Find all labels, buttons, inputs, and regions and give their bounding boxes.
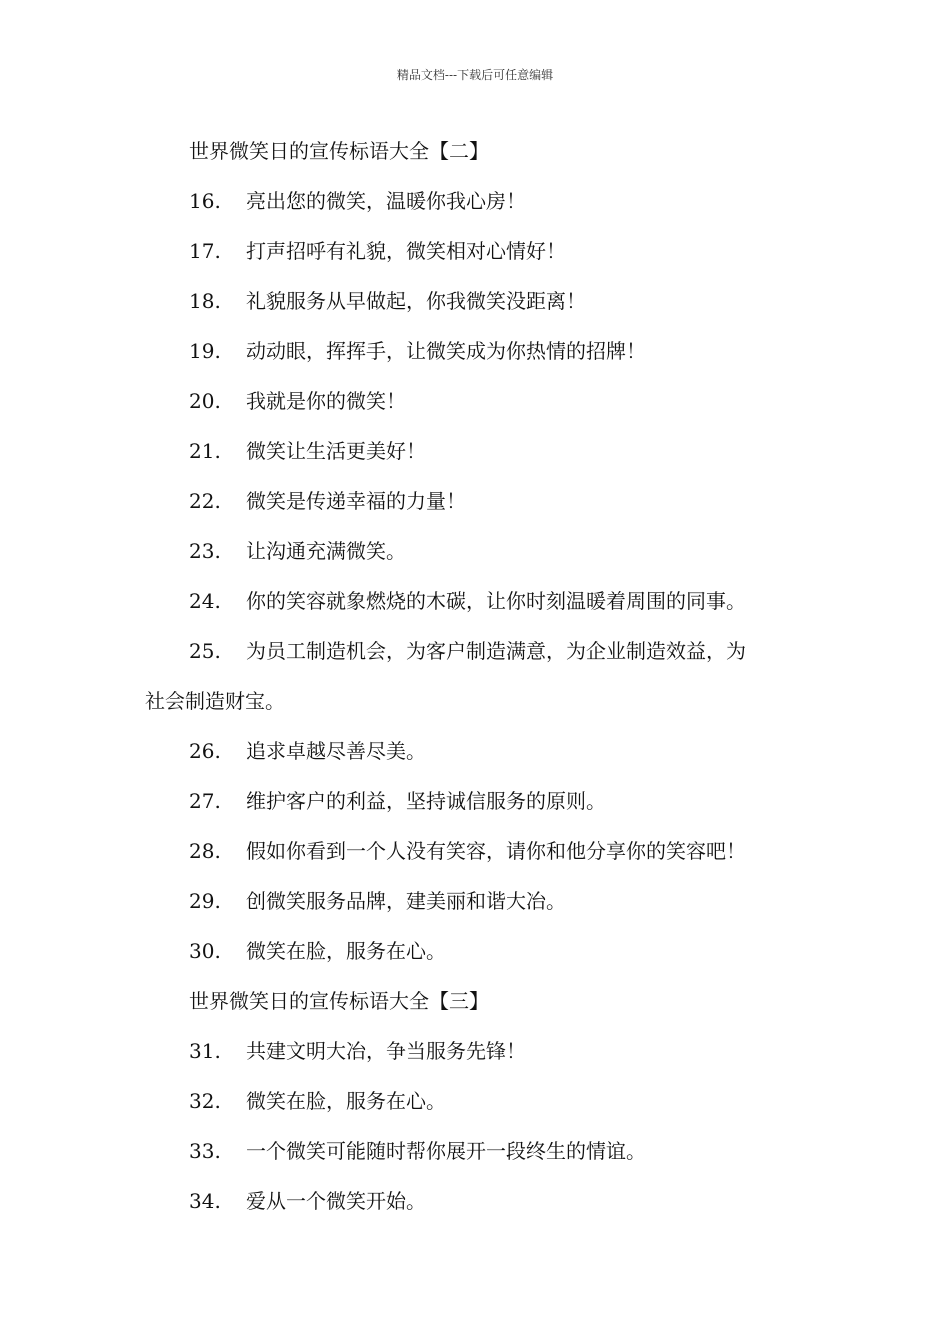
list-item	[145, 333, 815, 383]
item-text: 我就是你的微笑！	[246, 389, 406, 413]
item-number: 33.	[189, 1139, 221, 1163]
list-item	[145, 1033, 815, 1083]
item-number: 30.	[189, 939, 221, 963]
item-text: 追求卓越尽善尽美。	[246, 739, 426, 763]
list-item	[145, 633, 815, 683]
item-text: 你的笑容就象燃烧的木碳，让你时刻温暖着周围的同事。	[246, 589, 746, 613]
item-text: 为员工制造机会，为客户制造满意，为企业制造效益，为	[246, 639, 746, 663]
list-item	[145, 883, 815, 933]
list-item	[145, 233, 815, 283]
item-number: 24.	[189, 589, 221, 613]
section-heading-3: 世界微笑日的宣传标语大全【三】	[189, 989, 489, 1013]
list-item	[145, 1083, 815, 1133]
list-item	[145, 383, 815, 433]
list-item	[145, 933, 815, 983]
item-number: 19.	[189, 339, 221, 363]
item-number: 18.	[189, 289, 221, 313]
item-text: 打声招呼有礼貌，微笑相对心情好！	[246, 239, 566, 263]
list-item	[145, 483, 815, 533]
list-item	[145, 433, 815, 483]
section-heading-2: 世界微笑日的宣传标语大全【二】	[189, 139, 489, 163]
item-text: 微笑在脸，服务在心。	[246, 939, 446, 963]
item-text: 维护客户的利益，坚持诚信服务的原则。	[246, 789, 606, 813]
list-item	[145, 583, 815, 633]
item-number: 16.	[189, 189, 221, 213]
item-number: 17.	[189, 239, 221, 263]
item-text: 一个微笑可能随时帮你展开一段终生的情谊。	[246, 1139, 646, 1163]
item-text: 让沟通充满微笑。	[246, 539, 406, 563]
list-item	[145, 533, 815, 583]
item-number: 28.	[189, 839, 221, 863]
item-number: 32.	[189, 1089, 221, 1113]
page-header: 精品文档---下载后可任意编辑	[396, 68, 554, 82]
item-number: 25.	[189, 639, 221, 663]
item-text: 动动眼，挥挥手，让微笑成为你热情的招牌！	[246, 339, 646, 363]
item-number: 22.	[189, 489, 221, 513]
item-number: 29.	[189, 889, 221, 913]
document-body	[145, 133, 815, 1233]
list-item	[145, 1183, 815, 1233]
item-text: 礼貌服务从早做起，你我微笑没距离！	[246, 289, 586, 313]
list-item	[145, 183, 815, 233]
list-item	[145, 283, 815, 333]
item-number: 21.	[189, 439, 221, 463]
list-item	[145, 1133, 815, 1183]
item-text: 微笑让生活更美好！	[246, 439, 426, 463]
item-number: 26.	[189, 739, 221, 763]
item-number: 27.	[189, 789, 221, 813]
item-number: 20.	[189, 389, 221, 413]
list-item	[145, 783, 815, 833]
list-item-continuation: 社会制造财宝。	[145, 689, 285, 713]
item-text: 爱从一个微笑开始。	[246, 1189, 426, 1213]
item-number: 31.	[189, 1039, 221, 1063]
item-number: 23.	[189, 539, 221, 563]
list-item	[145, 733, 815, 783]
item-text: 假如你看到一个人没有笑容，请你和他分享你的笑容吧！	[246, 839, 746, 863]
item-text: 共建文明大冶，争当服务先锋！	[246, 1039, 526, 1063]
item-text: 亮出您的微笑，温暖你我心房！	[246, 189, 526, 213]
item-text: 微笑是传递幸福的力量！	[246, 489, 466, 513]
item-text: 微笑在脸，服务在心。	[246, 1089, 446, 1113]
item-number: 34.	[189, 1189, 221, 1213]
list-item	[145, 833, 815, 883]
item-text: 创微笑服务品牌，建美丽和谐大冶。	[246, 889, 566, 913]
